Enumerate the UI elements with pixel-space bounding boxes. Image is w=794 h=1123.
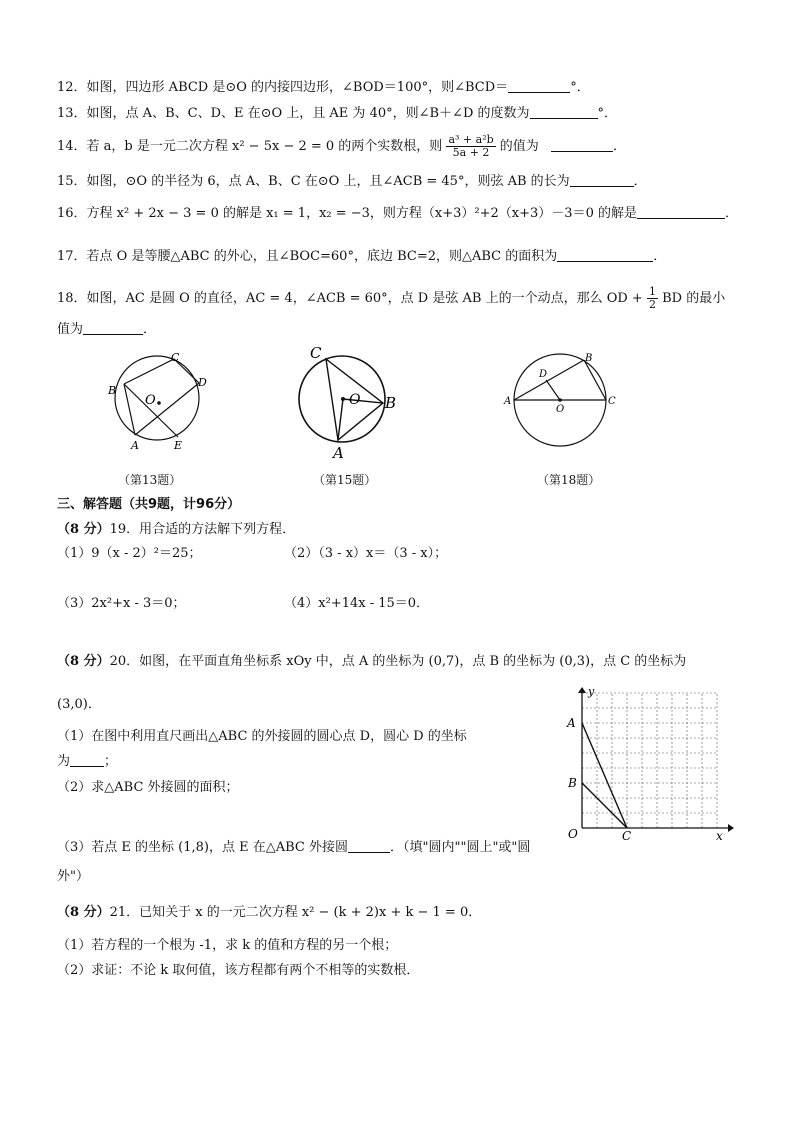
question-15: [57, 172, 647, 191]
question-17: [57, 247, 666, 266]
q15-tail: ．: [633, 174, 647, 189]
q20-part3: [57, 838, 530, 857]
q21-text: 21．已知关于 x 的一元二次方程 x² − (k + 2)x + k − 1 = 0．: [109, 905, 482, 920]
fig15-label-c: C: [310, 344, 322, 362]
q21-score: （8 分）: [57, 905, 110, 920]
q20-part1: （1）在图中利用直尺画出△ABC 的外接圆的圆心点 D，圆心 D 的坐标: [57, 729, 467, 744]
q15-text: 15．如图，⊙O 的半径为 6，点 A、B、C 在⊙O 上，且∠ACB = 45°，则弦 AB 的长为: [57, 174, 570, 189]
fig13-label-b: B: [108, 384, 117, 397]
q20-line2: (3,0)．: [57, 697, 101, 712]
q13-answer-blank[interactable]: [530, 104, 598, 119]
figure-18: [500, 350, 630, 450]
fig15-label-o: O: [349, 392, 361, 408]
q20-answer-blank-3[interactable]: [348, 838, 390, 853]
q17-text: 17．若点 O 是等腰△ABC 的外心，且∠BOC=60°，底边 BC=2，则△ABC 的面积为: [57, 249, 558, 264]
q18-fraction: [647, 286, 658, 311]
q20-answer-blank-1[interactable]: [70, 752, 104, 767]
q14-answer-blank[interactable]: [551, 137, 613, 152]
fig13-label-o: O: [145, 393, 156, 408]
fig18-label-o: O: [556, 404, 565, 415]
q20-score: （8 分）: [57, 654, 110, 669]
q18-post: BD 的最小: [662, 291, 726, 306]
q19-part1: （1）9（x - 2）²＝25；: [57, 546, 202, 561]
fig13-label-d: D: [198, 376, 207, 389]
caption-13: （第13题）: [118, 473, 182, 487]
q21-part1: （1）若方程的一个根为 -1，求 k 的值和方程的另一个根；: [57, 938, 398, 953]
fig20-label-a: A: [567, 716, 576, 730]
fig20-label-y: y: [588, 685, 595, 698]
question-19: [57, 521, 295, 539]
fig20-label-x: x: [716, 829, 723, 843]
q20-part1b: 为: [57, 754, 71, 769]
fig13-label-c: C: [171, 351, 180, 364]
fig18-label-a: A: [504, 396, 512, 407]
fig20-label-c: C: [622, 829, 632, 843]
q12-text: 12．如图，四边形 ABCD 是⊙O 的内接四边形，∠BOD＝100°，则∠BCD＝: [57, 80, 509, 95]
q14-fraction: [446, 134, 495, 159]
fig18-label-c: C: [608, 396, 616, 407]
question-14: [57, 130, 626, 164]
q17-tail: ．: [653, 249, 667, 264]
fig15-label-b: B: [385, 394, 397, 412]
q20-part3-line2: 外"）: [57, 869, 89, 884]
caption-18: （第18题）: [537, 473, 601, 487]
q20-part2: （2）求△ABC 外接圆的面积；: [57, 780, 239, 795]
q14-pre: 14．若 a，b 是一元二次方程 x² − 5x − 2 = 0 的两个实数根，则: [57, 139, 443, 154]
question-18: [57, 282, 725, 316]
question-20: [57, 653, 686, 671]
q13-text: 13．如图，点 A、B、C、D、E 在⊙O 上，且 AE 为 40°，则∠B＋∠D 的度数为: [57, 106, 530, 121]
q14-denominator: 5a + 2: [452, 146, 490, 159]
q19-part3: （3）2x²+x - 3＝0；: [57, 596, 186, 611]
q18-line2: 值为: [57, 322, 84, 337]
figure-20-coordinate-grid: [560, 684, 740, 844]
fig20-label-b: B: [568, 776, 577, 790]
fig20-label-o: O: [568, 827, 578, 841]
question-12: [57, 78, 590, 97]
q16-answer-blank[interactable]: [637, 204, 725, 219]
q19-part2: （2）（3 - x）x＝（3 - x）；: [284, 546, 448, 561]
question-16: [57, 204, 738, 223]
q14-tail: ．: [612, 139, 626, 154]
question-18-line2: [57, 320, 156, 339]
fig13-label-a: A: [131, 439, 139, 452]
q20-part1-line2: [57, 752, 117, 771]
section-3-heading: 三、解答题（共9题，计96分）: [57, 497, 241, 512]
q18-tail: ．: [143, 322, 157, 337]
q17-answer-blank[interactable]: [557, 247, 653, 262]
q20-part1-tail: ；: [104, 754, 118, 769]
q18-numerator: 1: [648, 285, 656, 298]
q20-part3-tail: ．（填"圆内""圆上"或"圆: [390, 840, 531, 855]
fig18-label-b: B: [585, 353, 593, 364]
figure-13: [100, 348, 220, 458]
fig18-label-d: D: [539, 369, 548, 380]
grid-lines: [582, 693, 717, 828]
fig15-label-a: A: [333, 444, 344, 462]
q19-part4: （4）x²+14x - 15＝0．: [284, 596, 430, 611]
q13-tail: °．: [597, 106, 618, 121]
q18-pre: 18．如图，AC 是圆 O 的直径，AC = 4，∠ACB = 60°，点 D 是弦 AB 上的一个动点，那么 OD +: [57, 291, 643, 306]
q14-numerator: a³ + a²b: [448, 133, 494, 146]
q20-part3-text: （3）若点 E 的坐标 (1,8)，点 E 在△ABC 外接圆: [57, 840, 348, 855]
q16-text: 16．方程 x² + 2x − 3 = 0 的解是 x₁ = 1，x₂ = −3，则方程（x+3）²+2（x+3）－3＝0 的解是: [57, 206, 637, 221]
q15-answer-blank[interactable]: [570, 172, 634, 187]
caption-15: （第15题）: [313, 473, 377, 487]
q12-answer-blank[interactable]: [508, 78, 570, 93]
q12-tail: °．: [570, 80, 590, 95]
q20-text: 20．如图，在平面直角坐标系 xOy 中，点 A 的坐标为 (0,7)，点 B 的坐标为 (0,3)，点 C 的坐标为: [109, 654, 687, 669]
q18-denominator: 2: [648, 298, 656, 311]
fig13-label-e: E: [174, 439, 183, 452]
q14-post: 的值为: [499, 139, 539, 154]
q18-answer-blank[interactable]: [83, 320, 143, 335]
question-13: [57, 104, 617, 123]
q16-tail: ．: [724, 206, 738, 221]
figure-15: [285, 343, 415, 463]
q19-text: 19．用合适的方法解下列方程．: [109, 522, 296, 537]
q21-part2: （2）求证：不论 k 取何值，该方程都有两个不相等的实数根．: [57, 963, 420, 978]
q19-score: （8 分）: [57, 522, 110, 537]
question-21: [57, 904, 481, 922]
